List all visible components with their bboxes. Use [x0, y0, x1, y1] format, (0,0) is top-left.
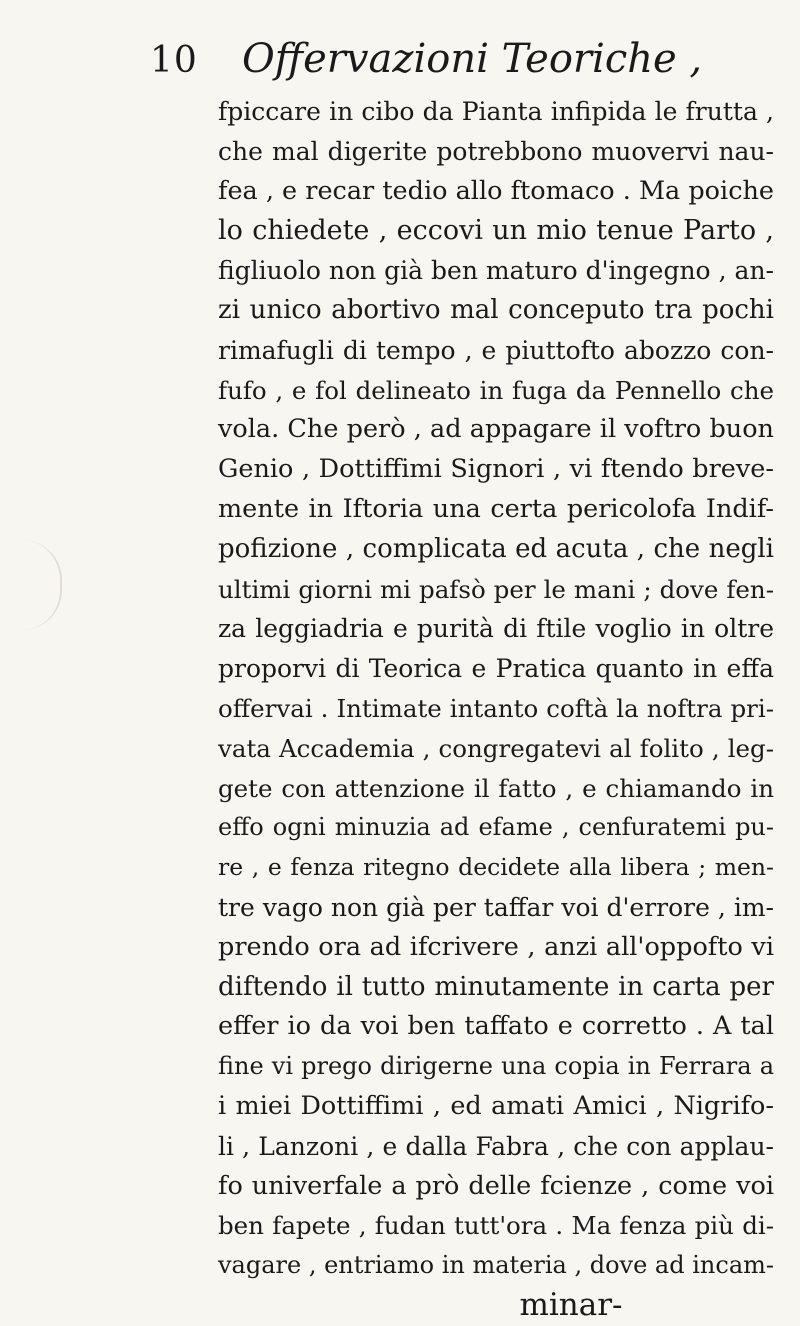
text-line: vagare , entriamo in materia , dove ad incam- [218, 1251, 774, 1280]
text-line: fufo , e fol delineato in fuga da Pennello che [218, 375, 774, 405]
running-title: Offervazioni Teoriche , [242, 36, 703, 82]
text-line: mente in Iftoria una certa pericolofa Indif- [218, 493, 774, 524]
running-head [150, 34, 750, 84]
text-line: offervai . Intimate intanto coftà la noftra pri- [218, 693, 774, 723]
text-line: fine vi prego dirigerne una copia in Ferrara a [218, 1052, 774, 1081]
text-line: fo univerfale a prò delle fcienze , come voi [218, 1170, 774, 1201]
text-line: lo chiedete , eccovi un mio tenue Parto , [218, 215, 774, 247]
text-line: rimafugli di tempo , e piuttofto abozzo con- [218, 335, 774, 365]
text-line: vola. Che però , ad appagare il voftro buon [218, 414, 774, 445]
text-line: proporvi di Teorica e Pratica quanto in effa [218, 654, 774, 684]
page-number: 10 [150, 40, 198, 81]
text-line: figliuolo non già ben maturo d'ingegno , an- [218, 256, 774, 286]
text-line: effer io da voi ben taffato e corretto . A tal [218, 1011, 774, 1042]
text-line: li , Lanzoni , e dalla Fabra , che con applau- [218, 1131, 774, 1161]
text-line: za leggiadria e purità di ftile voglio in oltre [218, 614, 774, 644]
text-line: ultimi giorni mi pafsò per le mani ; dove fen- [218, 574, 774, 604]
text-line: ben fapete , fudan tutt'ora . Ma fenza più di- [218, 1211, 774, 1241]
text-line: prendo ora ad ifcrivere , anzi all'oppofto vi [218, 931, 774, 962]
text-line: i miei Dottiffimi , ed amati Amici , Nigrifo- [218, 1090, 774, 1121]
text-line: Genio , Dottiffimi Signori , vi ftendo breve- [218, 454, 774, 485]
text-line: gete con attenzione il fatto , e chiamando in [218, 773, 774, 803]
text-line: fea , e recar tedio allo ftomaco . Ma poiche [218, 175, 774, 206]
catchword: minar- [519, 1286, 623, 1323]
text-line: pofizione , complicata ed acuta , che negli [218, 533, 774, 564]
text-line: re , e fenza ritegno decidete alla libera ; men- [218, 853, 774, 882]
text-line: diftendo il tutto minutamente in carta per [218, 971, 774, 1002]
body-text [218, 92, 774, 1326]
text-line: tre vago non già per taffar voi d'errore , im- [218, 892, 774, 922]
text-line: effo ogni minuzia ad efame , cenfuratemi pu- [218, 813, 774, 842]
margin-stain [0, 540, 62, 630]
text-line: fpiccare in cibo da Pianta infipida le frutta , [218, 97, 774, 126]
text-line: zi unico abortivo mal conceputo tra pochi [218, 294, 774, 325]
text-line: che mal digerite potrebbono muovervi nau- [218, 136, 774, 166]
text-line: vata Accademia , congregatevi al folito , leg- [218, 733, 774, 763]
